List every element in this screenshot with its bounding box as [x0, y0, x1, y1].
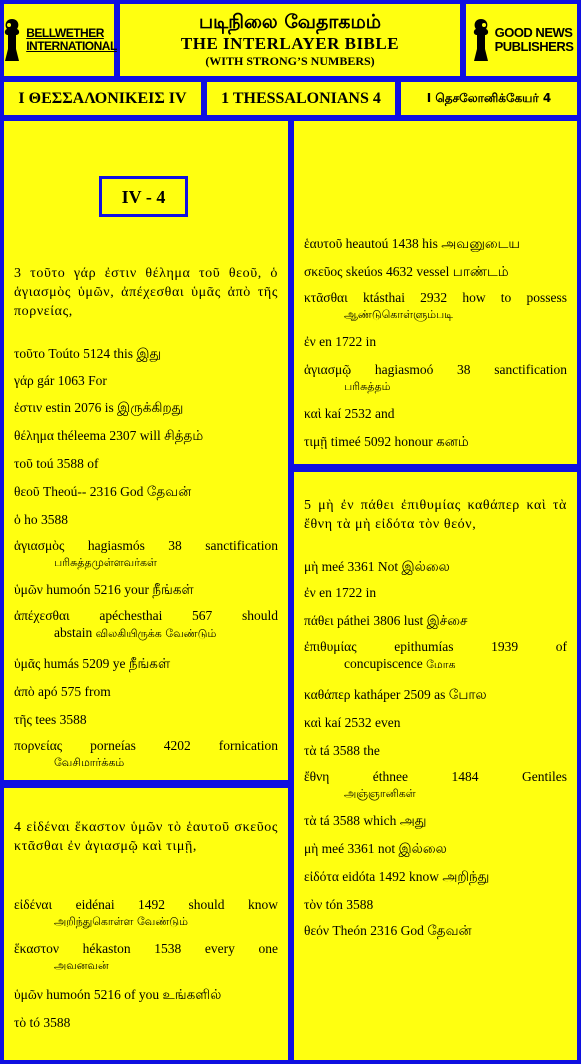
word-entry-line: ἐπιθυμίας epithumías 1939 of — [304, 639, 567, 654]
word-entry-gloss-tamil: அறிந்துகொள்ள வேண்டும் — [54, 915, 188, 928]
word-entry — [14, 896, 278, 930]
word-entry-line: θέλημα théleema 2307 will சித்தம் — [14, 428, 204, 443]
word-entry-gloss-tamil: ஆண்டுகொள்ளும்படி — [344, 308, 453, 321]
word-entry-line: ὑμῶν humoón 5216 your நீங்கள் — [14, 582, 194, 597]
word-entry-line: τὰ tá 3588 which அது — [304, 813, 427, 828]
word-entry-gloss — [14, 555, 278, 571]
word-entry-line: θεοῦ Theoú-- 2316 God தேவன் — [14, 484, 192, 499]
word-entry-gloss — [14, 914, 278, 930]
word-entry-gloss-tamil: மோக — [426, 658, 456, 671]
book-tamil: I தெசலோனிக்கேயர் 4 — [399, 80, 579, 117]
word-entry — [14, 399, 278, 417]
word-entry-line: ἕκαστον hékaston 1538 every one — [14, 941, 278, 956]
word-entry — [304, 263, 567, 281]
word-entry — [14, 372, 278, 390]
title-tamil: படிநிலை வேதாகமம் — [198, 11, 382, 33]
word-entry-line: μὴ meé 3361 Not இல்லை — [304, 559, 450, 574]
book-greek: I ΘΕΣΣΑΛΟΝΙΚΕΙΣ IV — [2, 80, 203, 117]
word-entry — [14, 455, 278, 473]
word-entry-line: ἀπέχεσθαι apéchesthai 567 should — [14, 608, 278, 623]
word-entry-line: ἐν en 1722 in — [304, 334, 377, 349]
word-entry-gloss — [304, 307, 567, 323]
word-entry-line: γάρ gár 1063 For — [14, 373, 107, 388]
word-entry-line: καὶ kaí 2532 even — [304, 715, 401, 730]
right-logo-line2: PUBLISHERS — [494, 39, 574, 54]
word-entry-line: εἰδέναι eidénai 1492 should know — [14, 897, 278, 912]
word-entry — [14, 345, 278, 363]
word-entry — [304, 433, 567, 451]
word-entry — [304, 922, 567, 940]
word-entry — [304, 289, 567, 323]
word-entry — [304, 361, 567, 395]
word-entry — [14, 511, 278, 529]
word-entry — [14, 737, 278, 771]
word-entry-line: καθάπερ katháper 2509 as போல — [304, 687, 487, 702]
word-entry-gloss-tamil: விலகியிருக்க வேண்டும் — [95, 627, 217, 640]
left-logo-line2: INTERNATIONAL — [26, 39, 117, 53]
good-news-logo — [470, 17, 574, 63]
word-entry-line: πορνείας porneías 4202 fornication — [14, 738, 278, 753]
word-entry-line: τοῦ toú 3588 of — [14, 456, 99, 471]
word-entry — [304, 742, 567, 760]
word-entry-line: σκεῦος skeúos 4632 vessel பாண்டம் — [304, 264, 509, 279]
word-entry — [14, 1014, 278, 1032]
verse3-text: 3 τοῦτο γάρ ἐστιν θέλημα τοῦ θεοῦ, ὁ ἁγιασμὸς ὑμῶν, ἀπέχεσθαι ὑμᾶς ἀπὸ τῆς πορνείας, — [14, 266, 278, 319]
verse4-panel — [2, 786, 290, 1062]
page-subtitle: (WITH STRONG’S NUMBERS) — [205, 54, 375, 68]
word-entry — [304, 612, 567, 630]
left-logo-panel — [2, 2, 116, 78]
word-entry-line: κτᾶσθαι ktásthai 2932 how to possess — [304, 290, 567, 305]
word-entry — [304, 558, 567, 576]
word-entry — [14, 483, 278, 501]
word-entry-gloss — [14, 755, 278, 771]
word-entry-gloss — [304, 786, 567, 802]
book-english: 1 THESSALONIANS 4 — [205, 80, 397, 117]
bellwether-logo — [1, 17, 117, 63]
word-entry-line: τῆς tees 3588 — [14, 712, 87, 727]
word-entry-line: καὶ kaí 2532 and — [304, 406, 395, 421]
verse5-panel — [292, 470, 579, 1062]
verse5-text: 5 μὴ ἐν πάθει ἐπιθυμίας καθάπερ καὶ τὰ ἔθνη τὰ μὴ εἰδότα τὸν θεόν, — [304, 498, 567, 532]
word-entry-line: ἀπὸ apó 575 from — [14, 684, 111, 699]
word-entry-gloss-tamil: பரிசுத்தம் — [344, 380, 391, 393]
word-entry — [14, 427, 278, 445]
word-entry-line: μὴ meé 3361 not இல்லை — [304, 841, 447, 856]
word-entry — [304, 235, 567, 253]
word-entry — [14, 683, 278, 701]
word-entry — [14, 581, 278, 599]
word-entry-gloss-tamil: அஞ்ஞானிகள் — [344, 787, 416, 800]
word-entry-gloss — [304, 656, 567, 673]
word-entry-gloss-tamil: பரிசுத்தமுள்ளவர்கள் — [54, 556, 157, 569]
word-entry — [14, 655, 278, 673]
chapter-label: IV - 4 — [99, 176, 188, 217]
word-entry-gloss-english: concupiscence — [344, 656, 427, 671]
word-entry-line: ἑαυτοῦ heautoú 1438 his அவனுடைய — [304, 236, 520, 251]
left-logo-line1: BELLWETHER — [26, 26, 104, 40]
word-entry-line: ὑμῶν humoón 5216 of you உங்களில் — [14, 987, 222, 1002]
word-entry — [304, 584, 567, 602]
word-entry — [304, 868, 567, 886]
word-entry — [304, 812, 567, 830]
word-entry-line: ἔθνη éthnee 1484 Gentiles — [304, 769, 567, 784]
word-entry-line: τὸ tó 3588 — [14, 1015, 71, 1030]
word-entry-gloss — [304, 379, 567, 395]
word-entry — [14, 537, 278, 571]
verse4-cont-panel — [292, 119, 579, 466]
word-entry-line: πάθει páthei 3806 lust இச்சை — [304, 613, 468, 628]
word-entry-gloss — [14, 625, 278, 642]
word-entry — [304, 686, 567, 704]
word-entry — [304, 896, 567, 914]
right-logo-line1: GOOD NEWS — [494, 25, 573, 40]
word-entry-line: ἐν en 1722 in — [304, 585, 377, 600]
word-entry — [304, 840, 567, 858]
word-entry-gloss — [14, 958, 278, 974]
verse4-text: 4 εἰδέναι ἕκαστον ὑμῶν τὸ ἑαυτοῦ σκεῦος κτᾶσθαι ἐν ἁγιασμῷ καὶ τιμῇ, — [14, 820, 278, 854]
figure-icon — [470, 17, 492, 63]
right-logo-panel — [464, 2, 579, 78]
word-entry-line: ἐστιν estin 2076 is இருக்கிறது — [14, 400, 184, 415]
word-entry-line: τὰ tá 3588 the — [304, 743, 380, 758]
word-entry-line: τοῦτο Toúto 5124 this இது — [14, 346, 162, 361]
word-entry — [14, 607, 278, 642]
word-entry-line: ἁγιασμῷ hagiasmoó 38 sanctification — [304, 362, 567, 377]
page-title: THE INTERLAYER BIBLE — [180, 34, 400, 53]
word-entry — [14, 940, 278, 974]
word-entry-gloss-english: abstain — [54, 625, 96, 640]
word-entry — [14, 986, 278, 1004]
word-entry — [304, 638, 567, 673]
word-entry-line: ὁ ho 3588 — [14, 512, 68, 527]
word-entry — [304, 405, 567, 423]
word-entry-gloss-tamil: வேசிமார்க்கம் — [54, 756, 125, 769]
verse3-panel — [2, 119, 290, 782]
title-panel — [118, 2, 462, 78]
word-entry-line: ὑμᾶς humás 5209 ye நீங்கள் — [14, 656, 171, 671]
word-entry-gloss-tamil: அவனவன் — [54, 959, 109, 972]
word-entry — [304, 768, 567, 802]
word-entry-line: εἰδότα eidóta 1492 know அறிந்து — [304, 869, 490, 884]
word-entry-line: τὸν tón 3588 — [304, 897, 374, 912]
word-entry — [304, 333, 567, 351]
word-entry-line: θεόν Theón 2316 God தேவன் — [304, 923, 472, 938]
word-entry — [14, 711, 278, 729]
word-entry-line: τιμῇ timeé 5092 honour கனம் — [304, 434, 469, 449]
word-entry-line: ἁγιασμὸς hagiasmós 38 sanctification — [14, 538, 278, 553]
word-entry — [304, 714, 567, 732]
ram-icon — [1, 17, 23, 63]
